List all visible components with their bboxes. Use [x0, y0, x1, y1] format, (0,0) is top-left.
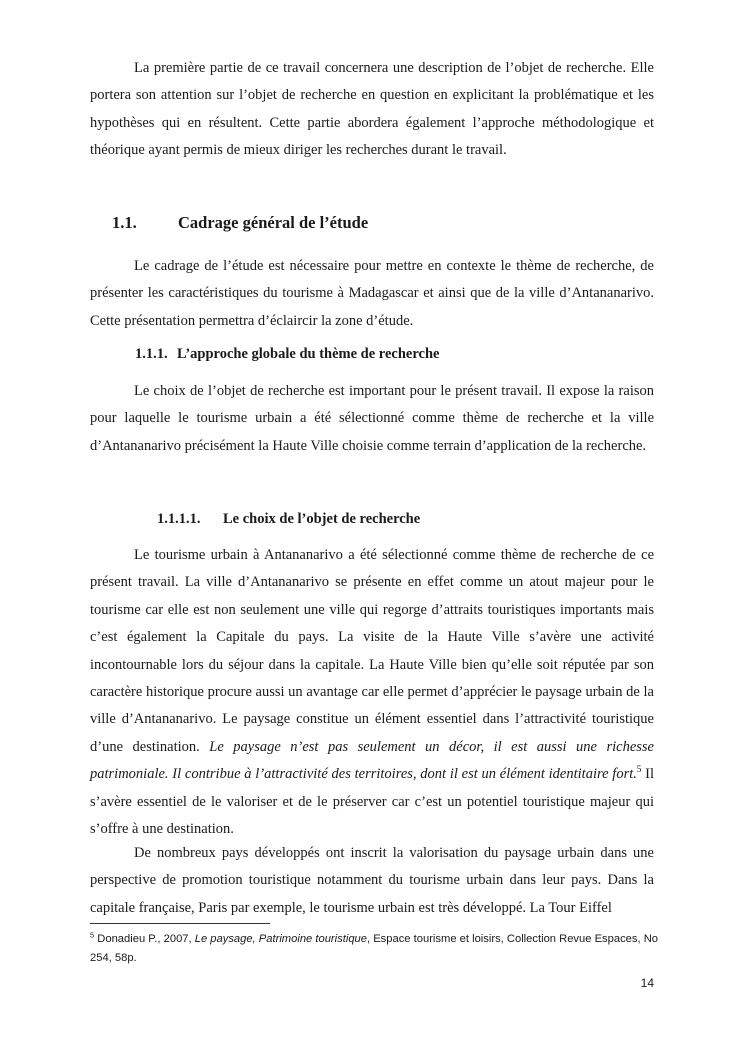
page-number: 14	[640, 976, 654, 990]
footnote-text: Donadieu P., 2007,	[94, 933, 195, 945]
quotation-italic: Le paysage n’est pas seulement un décor, il est aussi une richesse patrimoniale. Il contribue à l’attractivité des territoires, dont il est un élément identitaire fort	[90, 738, 654, 783]
footnote	[90, 930, 665, 967]
section-1-1-paragraph: Le cadrage de l’étude est nécessaire pour mettre en contexte le thème de recherche, de présenter les caractéristiques du tourisme à Madagascar et ainsi que de la ville d’Antananarivo. Cette présentation permettra d’éclaircir la zone d’étude.	[90, 258, 654, 329]
section-1-1-1-1-paragraph-2: De nombreux pays développés ont inscrit la valorisation du paysage urbain dans une perspective de promotion touristique notamment du tourisme urbain dans leur pays. Dans la capitale française, Paris par exemple, le tourisme urbain est très développé. La Tour Eiffel	[90, 845, 654, 916]
section-1-1-1-paragraph: Le choix de l’objet de recherche est important pour le présent travail. Il expose la raison pour laquelle le tourisme urbain a été sélectionné comme thème de recherche et la ville d’Antananarivo précisément la Haute Ville choisie comme terrain d’application de la recherche.	[90, 383, 654, 454]
section-1-1-1-1-paragraph	[90, 542, 654, 843]
section-number: 1.1.	[112, 213, 137, 232]
section-number: 1.1.1.1.	[157, 511, 201, 527]
paragraph-text-end: Il s’avère essentiel de le valoriser et de le préserver car c’est un potentiel touristique majeur qui s’offre à une destination.	[90, 766, 654, 838]
section-heading-1-1	[112, 213, 368, 233]
intro-paragraph: La première partie de ce travail concernera une description de l’objet de recherche. Elle portera son attention sur l’objet de recherche en question en explicitant la problématique et les hypothèses qui en résultent. Cette partie abordera également l’approche méthodologique et théorique ayant permis de mieux diriger les recherches durant le travail.	[90, 60, 654, 159]
section-heading-1-1-1-1	[157, 511, 420, 528]
footnote-reference[interactable]: 5	[636, 764, 642, 775]
section-title: L’approche globale du thème de recherche	[177, 346, 440, 362]
section-title: Cadrage général de l’étude	[178, 213, 369, 232]
paragraph-text: Le tourisme urbain à Antananarivo a été sélectionné comme thème de recherche de ce présent travail. La ville d’Antananarivo se présente en effet comme un atout majeur pour le tourisme car elle est non seulement une ville qui regorge d’attraits touristiques importants mais c’est également la Capitale du pays. La visite de la Haute Ville s’avère une activité incontournable lors du séjour dans la capitale. La Haute Ville bien qu’elle soit réputée par son caractère historique procure aussi un avantage car elle permet d’apprécier le paysage urbain de la ville d’Antananarivo. Le paysage constitue un élément essentiel dans l’attractivité touristique d’une destination.	[90, 547, 654, 755]
quotation-end: .	[633, 766, 637, 783]
footnote-text-end: , Espace tourisme et loisirs, Collection Revue Espaces, No 254, 58p.	[90, 933, 659, 964]
section-title: Le choix de l’objet de recherche	[223, 511, 421, 527]
footnote-title-italic: Le paysage, Patrimoine touristique	[194, 933, 367, 945]
footnote-separator	[90, 923, 270, 924]
section-heading-1-1-1	[135, 346, 439, 363]
footnote-marker: 5	[90, 930, 95, 940]
section-number: 1.1.1.	[135, 346, 168, 362]
